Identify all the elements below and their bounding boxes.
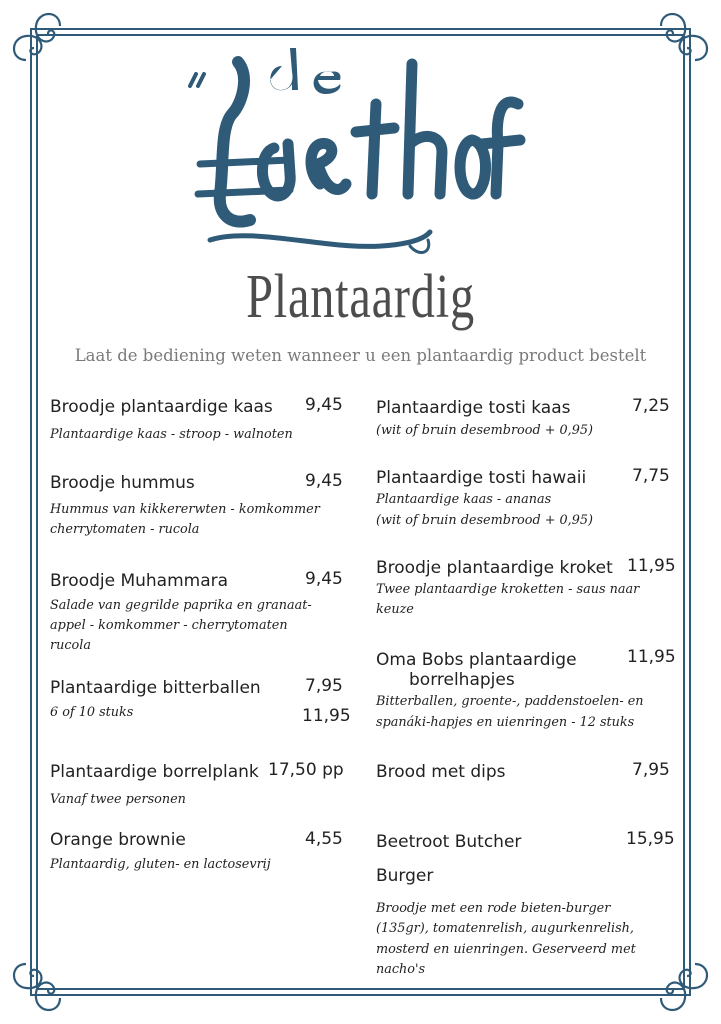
menu-item-price: 11,95 <box>627 647 676 667</box>
menu-item-price: 11,95 <box>627 556 676 576</box>
menu-item-description: cherrytomaten - rucola <box>50 522 200 537</box>
menu-item-name: Plantaardige borrelplank <box>50 762 259 782</box>
menu-item-description: rucola <box>50 638 91 653</box>
menu-item-description: (wit of bruin desembrood + 0,95) <box>376 423 594 438</box>
menu-item-price: 9,45 <box>305 395 343 415</box>
logo <box>180 44 530 264</box>
menu-item-price: 7,95 <box>632 760 670 780</box>
menu-item-description: Plantaardige kaas - ananas <box>376 492 552 507</box>
menu-item-name: Broodje hummus <box>50 473 195 493</box>
menu-item-name-continued: borrelhapjes <box>409 670 515 690</box>
menu-item-name: Plantaardige tosti kaas <box>376 398 571 418</box>
menu-item-description: spanáki-hapjes en uienringen - 12 stuks <box>376 715 635 730</box>
menu-item-description: Vanaf twee personen <box>50 792 186 807</box>
menu-item-name: Plantaardige tosti hawaii <box>376 468 587 488</box>
menu-item-price: 7,25 <box>632 396 670 416</box>
menu-item-description: Broodje met een rode bieten-burger <box>376 901 611 916</box>
menu-item-description: Twee plantaardige kroketten - saus naar <box>376 582 640 597</box>
menu-item-name: Broodje plantaardige kroket <box>376 558 613 578</box>
menu-item-price: 7,95 <box>305 676 343 696</box>
page-title: Plantaardig <box>246 263 475 331</box>
menu-item-name: Plantaardige bitterballen <box>50 678 261 698</box>
menu-item-description: keuze <box>376 602 414 617</box>
menu-item-description: appel - komkommer - cherrytomaten <box>50 618 288 633</box>
menu-item-name: Beetroot Butcher <box>376 832 522 852</box>
menu-item-price: 15,95 <box>626 829 675 849</box>
menu-item-description: mosterd en uienringen. Geserveerd met <box>376 942 636 957</box>
menu-item-name: Oma Bobs plantaardige <box>376 650 577 670</box>
menu-item-description: nacho's <box>376 962 426 977</box>
menu-item-name: Broodje plantaardige kaas <box>50 397 273 417</box>
menu-item-description: Bitterballen, groente-, paddenstoelen- en <box>376 694 644 709</box>
menu-item-name: Broodje Muhammara <box>50 571 229 591</box>
menu-item-description: (wit of bruin desembrood + 0,95) <box>376 513 594 528</box>
menu-item-description: 6 of 10 stuks <box>50 705 134 720</box>
menu-item-name-continued: Burger <box>376 866 434 886</box>
menu-item-price: 17,50 pp <box>268 760 344 780</box>
menu-item-description: Plantaardig, gluten- en lactosevrij <box>50 857 271 872</box>
menu-item-price: 9,45 <box>305 569 343 589</box>
laethof-logo <box>180 44 530 264</box>
menu-item-price-large: 11,95 <box>302 706 351 726</box>
menu-item-description: (135gr), tomatenrelish, augurkenrelish, <box>376 921 634 936</box>
menu-item-description: Plantaardige kaas - stroop - walnoten <box>50 427 293 442</box>
menu-item-description: Hummus van kikkererwten - komkommer <box>50 502 320 517</box>
menu-item-description: Salade van gegrilde paprika en granaat- <box>50 598 312 613</box>
menu-item-price: 9,45 <box>305 471 343 491</box>
menu-item-name: Brood met dips <box>376 762 506 782</box>
menu-item-price: 7,75 <box>632 466 670 486</box>
menu-item-name: Orange brownie <box>50 830 186 850</box>
menu-item-price: 4,55 <box>305 829 343 849</box>
page-subtitle: Laat de bediening weten wanneer u een plantaardig product bestelt <box>74 346 647 365</box>
